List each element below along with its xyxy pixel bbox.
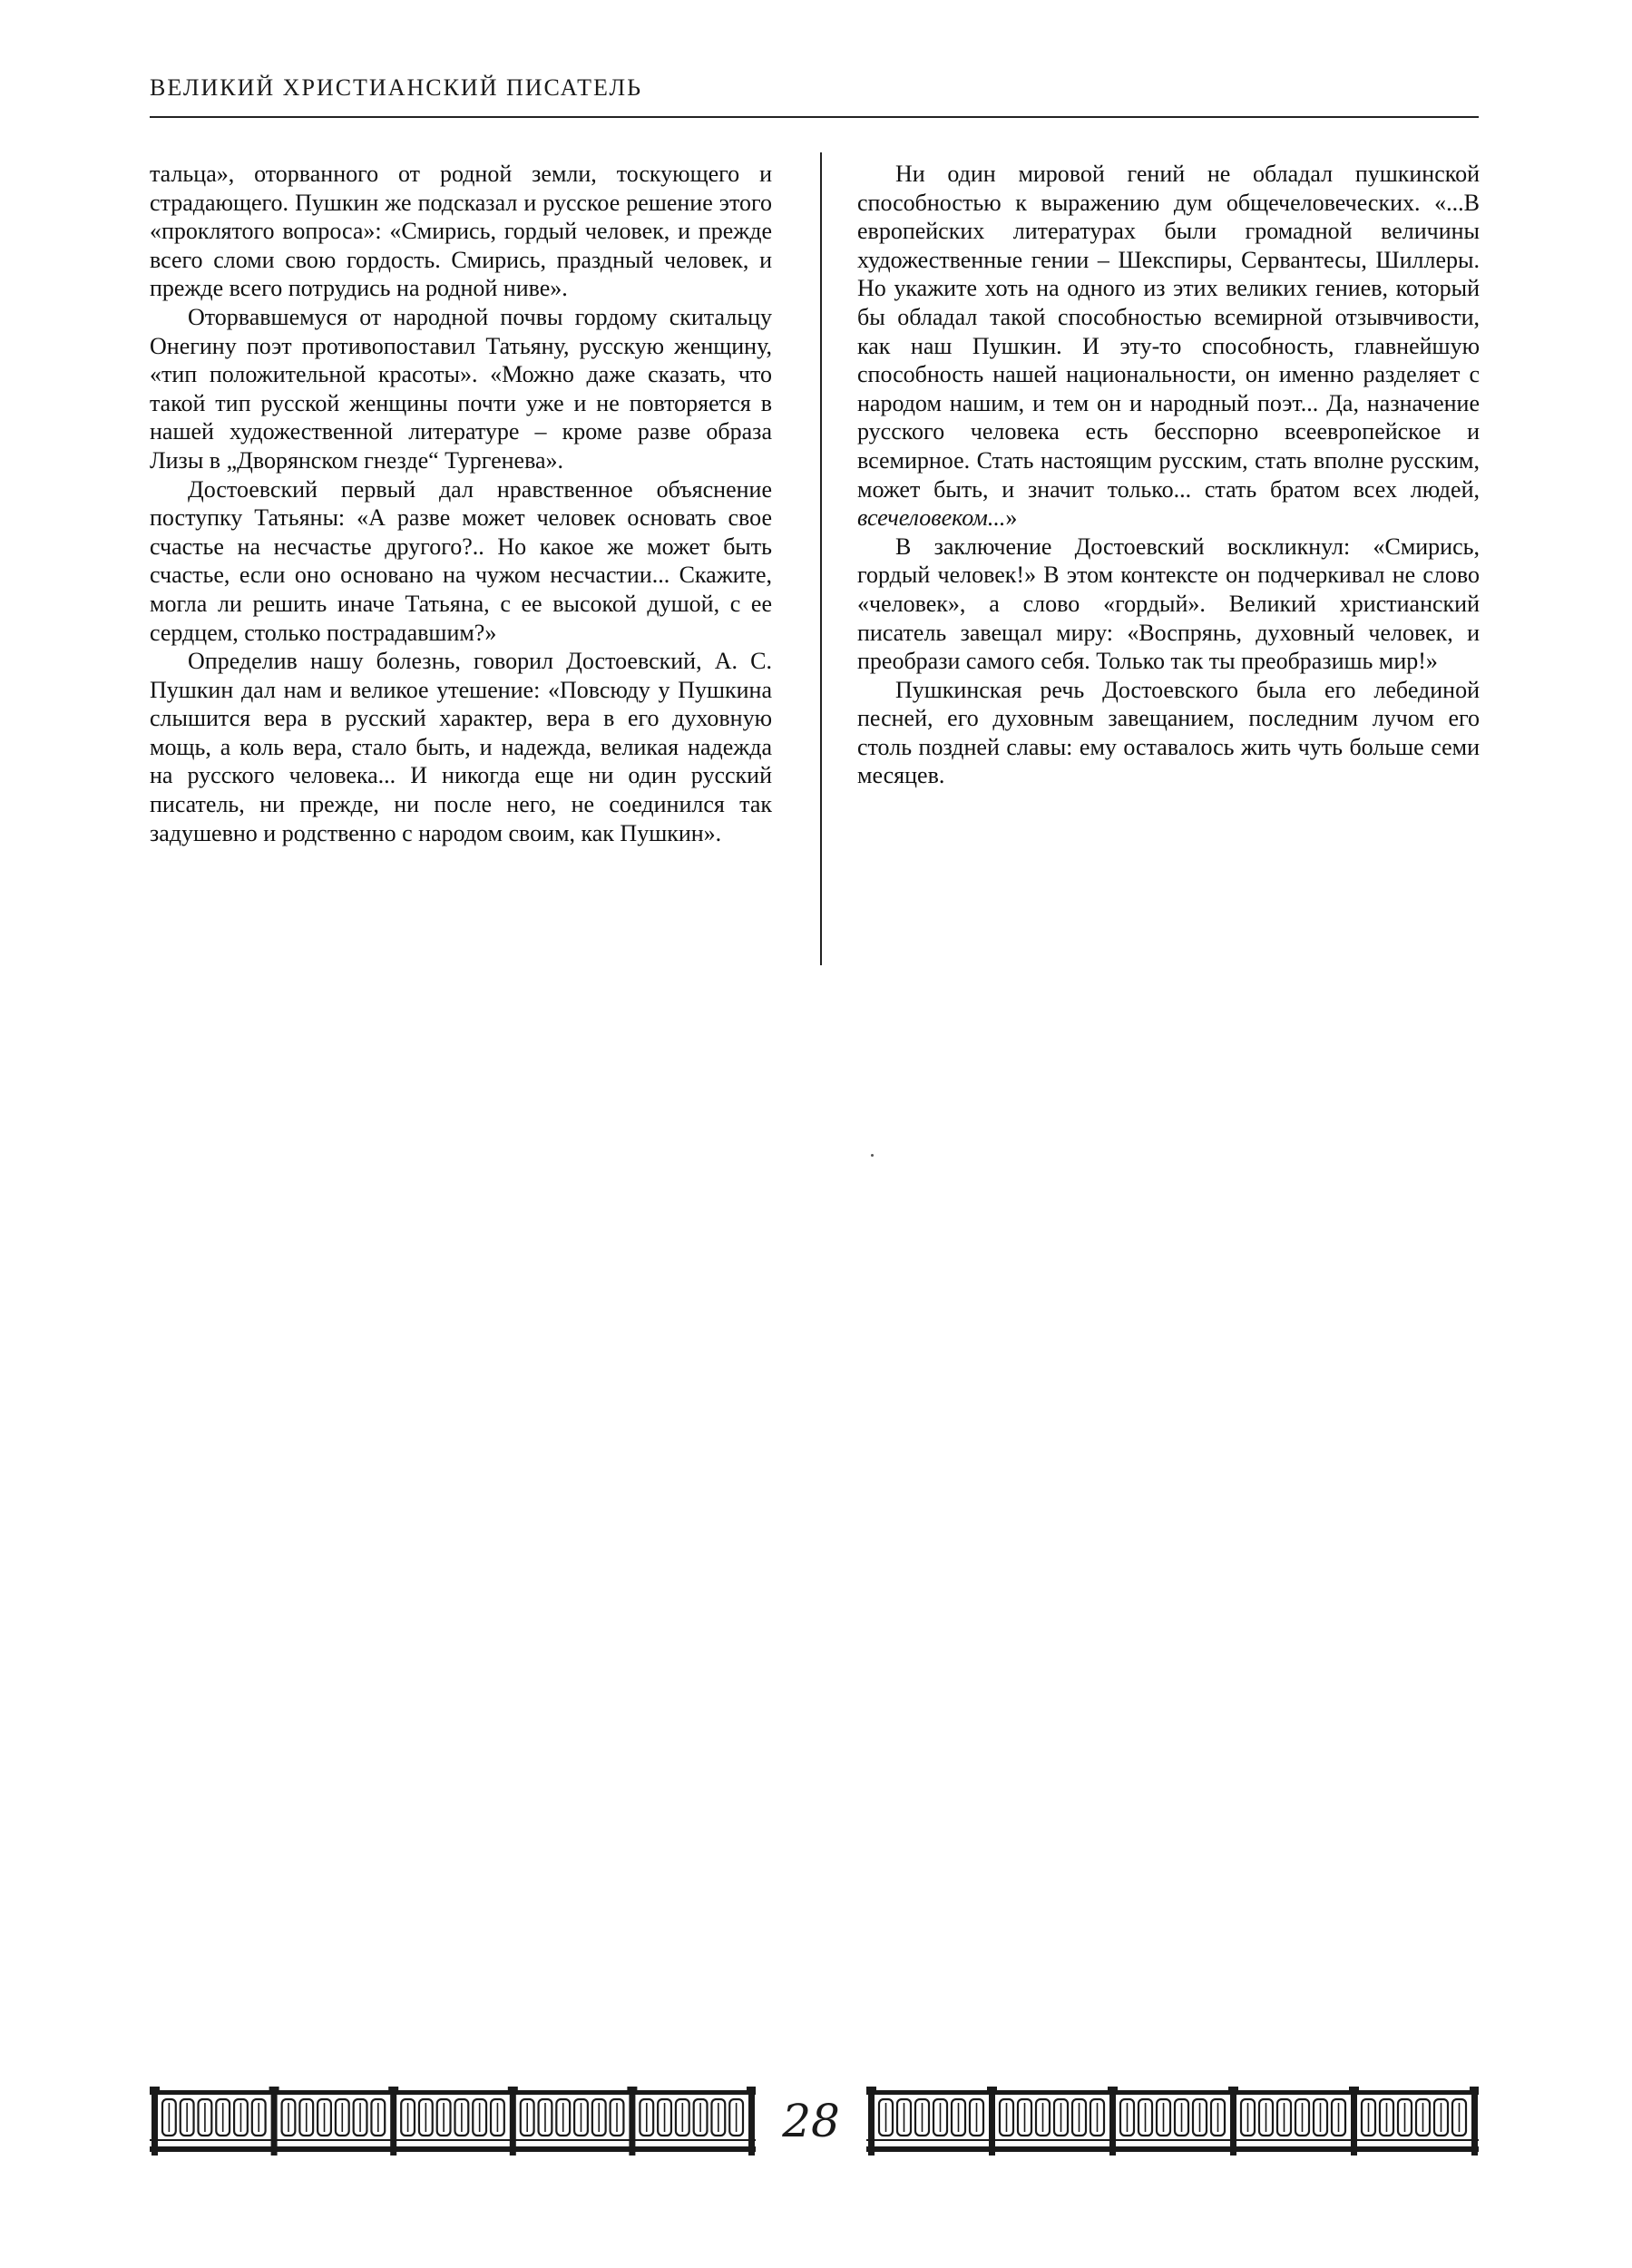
fence-ornament-right: [866, 2087, 1479, 2156]
right-paragraph-1-close: »: [1005, 504, 1018, 532]
right-paragraph-1-italic: всечеловеком...: [857, 504, 1006, 532]
left-paragraph-4: Определив нашу болезнь, говорил Достоевский, А. С. Пушкин дал нам и великое утешение: «Повсюду у Пушкина слышится вера в русский характер, вера в его духовную мощь, а коль вера, стало быть, и надежда, великая надежда на русского человека... И никогда еще ни один русский писатель, ни прежде, ни после него, не соединился так задушевно и родственно с народом своим, как Пушкин».: [150, 648, 772, 846]
left-paragraph-3: Достоевский первый дал нравственное объяснение поступку Татьяны: «А разве может человек основать свое счастье на несчастье другого?.. Но какое же может быть счастье, если оно основано на чужом несчастии... Скажите, могла ли решить иначе Татьяна, с ее высокой душой, с ее сердцем, столько пострадавшим?»: [150, 475, 772, 646]
left-paragraph-1: тальца», оторванного от родной земли, тоскующего и страдающего. Пушкин же подсказал и русское решение этого «проклятого вопроса»: «Смирись, гордый человек, и прежде всего сломи свою гордость. Смирись, праздный человек, и прежде всего потрудись на родной ниве».: [150, 161, 772, 302]
right-paragraph-1-text: Ни один мировой гений не обладал пушкинской способностью к выражению дум общечеловеческих. «...В европейских литературах были громадной величины художественные гении – Шекспиры, Сервантесы, Шиллеры. Но укажите хоть на одного из этих великих гениев, который бы обладал такой способностью всемирной отзывчивости, как наш Пушкин. И эту-то способность, главнейшую способность нашей национальности, он именно разделяет с народом нашим, и тем он и народный поэт... Да, назначение русского человека есть бесспорно всеевропейское и всемирное. Стать настоящим русским, стать вполне русским, может быть, и значит только... стать братом всех людей,: [857, 161, 1480, 503]
right-paragraph-2: В заключение Достоевский воскликнул: «Смирись, гордый человек!» В этом контексте он подчеркивал не слово «человек», а слово «гордый». Великий христианский писатель завещал миру: «Воспрянь, духовный человек, и преобрази самого себя. Только так ты преобразишь мир!»: [857, 533, 1480, 675]
left-text-column: [150, 160, 772, 847]
scan-speck: [871, 1154, 874, 1157]
right-text-column: [857, 160, 1480, 790]
header-rule: [150, 116, 1479, 118]
column-divider: [820, 152, 822, 965]
left-paragraph-2: Оторвавшемуся от народной почвы гордому скитальцу Онегину поэт противопоставил Татьяну, русскую женщину, «тип положительной красоты». «Можно даже сказать, что такой тип русской женщины почти уже и не повторяется в нашей художественной литературе – кроме разве образа Лизы в „Дворянском гнезде“ Тургенева».: [150, 303, 772, 474]
fence-ornament-left: [150, 2087, 756, 2156]
page-number: 28: [782, 2095, 840, 2147]
right-paragraph-3: Пушкинская речь Достоевского была его лебединой песней, его духовным завещанием, последним лучом его столь поздней славы: ему оставалось жить чуть больше семи месяцев.: [857, 676, 1480, 789]
running-head-title: ВЕЛИКИЙ ХРИСТИАНСКИЙ ПИСАТЕЛЬ: [150, 74, 643, 101]
page-footer: [150, 2087, 1479, 2156]
right-paragraph-1: [857, 160, 1480, 533]
